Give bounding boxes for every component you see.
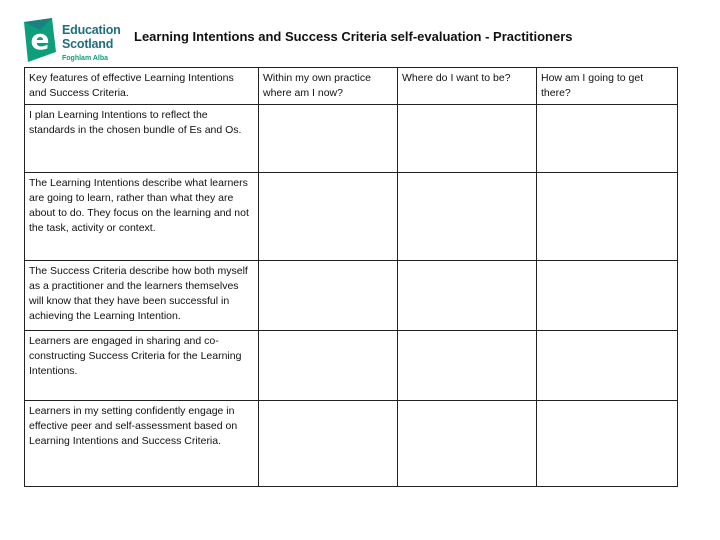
education-scotland-emblem-icon bbox=[22, 18, 58, 62]
response-cell-now[interactable] bbox=[259, 173, 398, 261]
response-cell-now[interactable] bbox=[259, 261, 398, 331]
header-key-features: Key features of effective Learning Intentions and Success Criteria. bbox=[25, 68, 259, 105]
logo-line-gaelic: Foghlam Alba bbox=[62, 55, 109, 62]
table-row bbox=[25, 105, 678, 173]
education-scotland-logo bbox=[22, 18, 132, 66]
logo-wordmark bbox=[62, 23, 121, 66]
header-where-am-i-now: Within my own practice where am I now? bbox=[259, 68, 398, 105]
table-row bbox=[25, 261, 678, 331]
response-cell-want[interactable] bbox=[398, 105, 537, 173]
row-feature-text: I plan Learning Intentions to reflect the standards in the chosen bundle of Es and Os. bbox=[25, 105, 259, 173]
header-how-to-get-there: How am I going to get there? bbox=[537, 68, 678, 105]
page-title: Learning Intentions and Success Criteria self-evaluation - Practitioners bbox=[134, 29, 573, 44]
response-cell-how[interactable] bbox=[537, 331, 678, 401]
row-feature-text: Learners in my setting confidently engage in effective peer and self-assessment based on Learning Intentions and Success Criteria. bbox=[25, 401, 259, 487]
self-evaluation-table bbox=[24, 67, 678, 487]
response-cell-want[interactable] bbox=[398, 261, 537, 331]
svg-text:e: e bbox=[30, 23, 50, 56]
response-cell-how[interactable] bbox=[537, 401, 678, 487]
row-feature-text: The Learning Intentions describe what learners are going to learn, rather than what they are about to do. They focus on the learning and not the task, activity or context. bbox=[25, 173, 259, 261]
logo-line-scotland: Scotland bbox=[62, 37, 114, 51]
response-cell-how[interactable] bbox=[537, 261, 678, 331]
table-row bbox=[25, 173, 678, 261]
response-cell-now[interactable] bbox=[259, 331, 398, 401]
table-row bbox=[25, 331, 678, 401]
table-header-row bbox=[25, 68, 678, 105]
table-row bbox=[25, 401, 678, 487]
response-cell-want[interactable] bbox=[398, 331, 537, 401]
row-feature-text: Learners are engaged in sharing and co-constructing Success Criteria for the Learning Intentions. bbox=[25, 331, 259, 401]
response-cell-want[interactable] bbox=[398, 173, 537, 261]
response-cell-now[interactable] bbox=[259, 105, 398, 173]
row-feature-text: The Success Criteria describe how both myself as a practitioner and the learners themselves will know that they have been successful in achieving the Learning Intention. bbox=[25, 261, 259, 331]
response-cell-want[interactable] bbox=[398, 401, 537, 487]
response-cell-how[interactable] bbox=[537, 105, 678, 173]
logo-line-education: Education bbox=[62, 23, 121, 37]
header-where-do-i-want-to-be: Where do I want to be? bbox=[398, 68, 537, 105]
response-cell-how[interactable] bbox=[537, 173, 678, 261]
response-cell-now[interactable] bbox=[259, 401, 398, 487]
